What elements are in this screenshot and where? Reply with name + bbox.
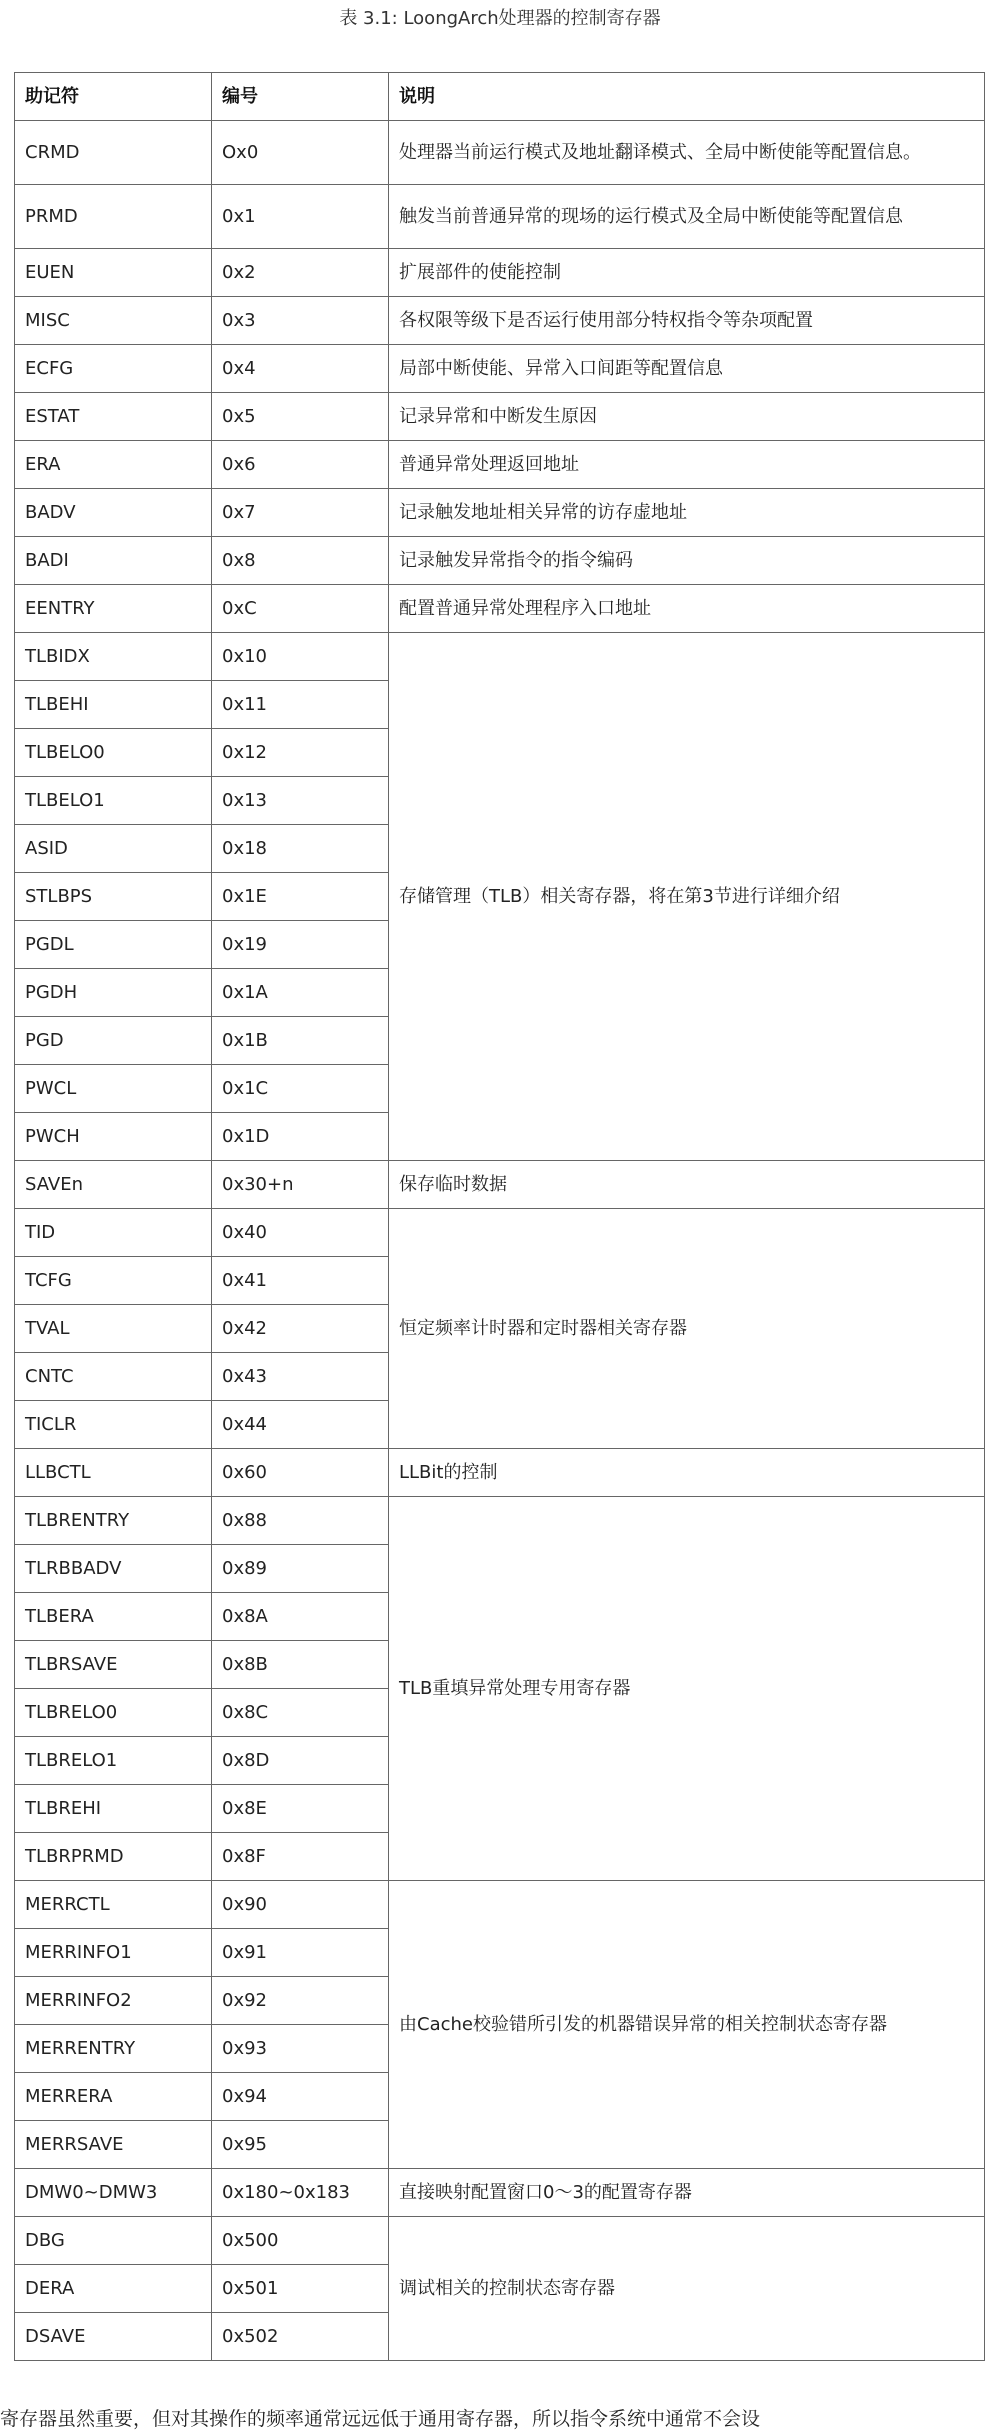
- cell-mnemonic: LLBCTL: [15, 1449, 212, 1497]
- cell-code: 0x95: [212, 2121, 389, 2169]
- cell-mnemonic: TLBREHI: [15, 1785, 212, 1833]
- cell-description: 记录异常和中断发生原因: [389, 393, 985, 441]
- cell-mnemonic: BADI: [15, 537, 212, 585]
- cell-mnemonic: SAVEn: [15, 1161, 212, 1209]
- cell-mnemonic: BADV: [15, 489, 212, 537]
- cell-mnemonic: MERRSAVE: [15, 2121, 212, 2169]
- cell-mnemonic: CNTC: [15, 1353, 212, 1401]
- control-register-table: [14, 72, 985, 2361]
- table-row: [15, 1497, 985, 1545]
- cell-code: 0x92: [212, 1977, 389, 2025]
- cell-mnemonic: TLBRELO0: [15, 1689, 212, 1737]
- cell-description: LLBit的控制: [389, 1449, 985, 1497]
- cell-mnemonic: TLBEHI: [15, 681, 212, 729]
- table-caption: 表 3.1: LoongArch处理器的控制寄存器: [339, 8, 661, 29]
- cell-code: 0x5: [212, 393, 389, 441]
- body-paragraph: 寄存器虽然重要，但对其操作的频率通常远远低于通用寄存器，所以指令系统中通常不会设: [0, 2408, 761, 2430]
- cell-mnemonic: MERRERA: [15, 2073, 212, 2121]
- cell-mnemonic: TLBRSAVE: [15, 1641, 212, 1689]
- cell-code: 0x500: [212, 2217, 389, 2265]
- table-row: [15, 489, 985, 537]
- cell-code: 0x30+n: [212, 1161, 389, 1209]
- cell-mnemonic: TLBIDX: [15, 633, 212, 681]
- cell-description: TLB重填异常处理专用寄存器: [389, 1497, 985, 1881]
- cell-description: 记录触发地址相关异常的访存虚地址: [389, 489, 985, 537]
- cell-code: 0x12: [212, 729, 389, 777]
- cell-mnemonic: DBG: [15, 2217, 212, 2265]
- cell-mnemonic: EENTRY: [15, 585, 212, 633]
- cell-mnemonic: TLBRENTRY: [15, 1497, 212, 1545]
- cell-code: 0x1C: [212, 1065, 389, 1113]
- header-mnemonic: 助记符: [15, 73, 212, 121]
- cell-mnemonic: EUEN: [15, 249, 212, 297]
- cell-mnemonic: DMW0~DMW3: [15, 2169, 212, 2217]
- table-row: [15, 185, 985, 249]
- cell-mnemonic: TLBELO1: [15, 777, 212, 825]
- table-row: [15, 1209, 985, 1257]
- cell-code: 0x180~0x183: [212, 2169, 389, 2217]
- cell-mnemonic: PGDL: [15, 921, 212, 969]
- cell-code: 0x41: [212, 1257, 389, 1305]
- cell-mnemonic: MERRINFO1: [15, 1929, 212, 1977]
- table-row: [15, 585, 985, 633]
- cell-code: 0x8: [212, 537, 389, 585]
- cell-description: 调试相关的控制状态寄存器: [389, 2217, 985, 2361]
- cell-code: 0x6: [212, 441, 389, 489]
- cell-code: 0x1A: [212, 969, 389, 1017]
- cell-code: 0x4: [212, 345, 389, 393]
- cell-code: 0x94: [212, 2073, 389, 2121]
- cell-code: 0x8A: [212, 1593, 389, 1641]
- table-row: [15, 633, 985, 681]
- cell-code: 0x1B: [212, 1017, 389, 1065]
- table-row: [15, 2217, 985, 2265]
- cell-description: 扩展部件的使能控制: [389, 249, 985, 297]
- cell-code: 0x44: [212, 1401, 389, 1449]
- cell-code: 0x8D: [212, 1737, 389, 1785]
- cell-mnemonic: CRMD: [15, 121, 212, 185]
- cell-code: 0x90: [212, 1881, 389, 1929]
- cell-code: 0x93: [212, 2025, 389, 2073]
- cell-mnemonic: STLBPS: [15, 873, 212, 921]
- cell-mnemonic: TCFG: [15, 1257, 212, 1305]
- table-row: [15, 249, 985, 297]
- cell-mnemonic: PWCH: [15, 1113, 212, 1161]
- table-row: [15, 537, 985, 585]
- cell-description: 存储管理（TLB）相关寄存器，将在第3节进行详细介绍: [389, 633, 985, 1161]
- cell-mnemonic: PRMD: [15, 185, 212, 249]
- cell-description: 由Cache校验错所引发的机器错误异常的相关控制状态寄存器: [389, 1881, 985, 2169]
- table-row: [15, 1449, 985, 1497]
- cell-description: 恒定频率计时器和定时器相关寄存器: [389, 1209, 985, 1449]
- cell-description: 局部中断使能、异常入口间距等配置信息: [389, 345, 985, 393]
- cell-description: 直接映射配置窗口0～3的配置寄存器: [389, 2169, 985, 2217]
- table-row: [15, 1161, 985, 1209]
- cell-mnemonic: MERRCTL: [15, 1881, 212, 1929]
- cell-mnemonic: ECFG: [15, 345, 212, 393]
- cell-code: 0x40: [212, 1209, 389, 1257]
- table-row: [15, 345, 985, 393]
- cell-mnemonic: TLBRPRMD: [15, 1833, 212, 1881]
- table-row: [15, 121, 985, 185]
- cell-code: 0x13: [212, 777, 389, 825]
- cell-description: 普通异常处理返回地址: [389, 441, 985, 489]
- table-row: [15, 441, 985, 489]
- table-row: [15, 393, 985, 441]
- cell-code: 0x3: [212, 297, 389, 345]
- header-code: 编号: [212, 73, 389, 121]
- cell-code: 0x2: [212, 249, 389, 297]
- cell-mnemonic: TICLR: [15, 1401, 212, 1449]
- cell-mnemonic: TLBRELO1: [15, 1737, 212, 1785]
- cell-mnemonic: TID: [15, 1209, 212, 1257]
- cell-code: 0x502: [212, 2313, 389, 2361]
- cell-mnemonic: MERRENTRY: [15, 2025, 212, 2073]
- cell-code: 0x18: [212, 825, 389, 873]
- cell-mnemonic: PGDH: [15, 969, 212, 1017]
- table-row: [15, 1881, 985, 1929]
- cell-description: 各权限等级下是否运行使用部分特权指令等杂项配置: [389, 297, 985, 345]
- cell-code: 0xC: [212, 585, 389, 633]
- cell-code: 0x60: [212, 1449, 389, 1497]
- cell-mnemonic: TLBERA: [15, 1593, 212, 1641]
- cell-mnemonic: PWCL: [15, 1065, 212, 1113]
- cell-code: 0x8F: [212, 1833, 389, 1881]
- cell-code: 0x19: [212, 921, 389, 969]
- table-row: [15, 2169, 985, 2217]
- cell-code: 0x88: [212, 1497, 389, 1545]
- cell-code: Ox0: [212, 121, 389, 185]
- cell-code: 0x8E: [212, 1785, 389, 1833]
- cell-code: 0x89: [212, 1545, 389, 1593]
- cell-mnemonic: TLRBBADV: [15, 1545, 212, 1593]
- cell-code: 0x8C: [212, 1689, 389, 1737]
- cell-mnemonic: DERA: [15, 2265, 212, 2313]
- cell-code: 0x11: [212, 681, 389, 729]
- cell-code: 0x7: [212, 489, 389, 537]
- cell-mnemonic: ERA: [15, 441, 212, 489]
- cell-mnemonic: TVAL: [15, 1305, 212, 1353]
- cell-code: 0x1D: [212, 1113, 389, 1161]
- cell-mnemonic: MISC: [15, 297, 212, 345]
- table-header-row: [15, 73, 985, 121]
- table-row: [15, 297, 985, 345]
- header-description: 说明: [389, 73, 985, 121]
- cell-code: 0x1: [212, 185, 389, 249]
- cell-mnemonic: MERRINFO2: [15, 1977, 212, 2025]
- cell-mnemonic: DSAVE: [15, 2313, 212, 2361]
- cell-mnemonic: PGD: [15, 1017, 212, 1065]
- cell-description: 触发当前普通异常的现场的运行模式及全局中断使能等配置信息: [389, 185, 985, 249]
- cell-description: 配置普通异常处理程序入口地址: [389, 585, 985, 633]
- cell-description: 记录触发异常指令的指令编码: [389, 537, 985, 585]
- cell-code: 0x10: [212, 633, 389, 681]
- cell-mnemonic: ESTAT: [15, 393, 212, 441]
- cell-description: 处理器当前运行模式及地址翻译模式、全局中断使能等配置信息。: [389, 121, 985, 185]
- cell-code: 0x1E: [212, 873, 389, 921]
- cell-code: 0x43: [212, 1353, 389, 1401]
- cell-code: 0x8B: [212, 1641, 389, 1689]
- cell-code: 0x91: [212, 1929, 389, 1977]
- cell-description: 保存临时数据: [389, 1161, 985, 1209]
- cell-code: 0x42: [212, 1305, 389, 1353]
- cell-code: 0x501: [212, 2265, 389, 2313]
- cell-mnemonic: ASID: [15, 825, 212, 873]
- cell-mnemonic: TLBELO0: [15, 729, 212, 777]
